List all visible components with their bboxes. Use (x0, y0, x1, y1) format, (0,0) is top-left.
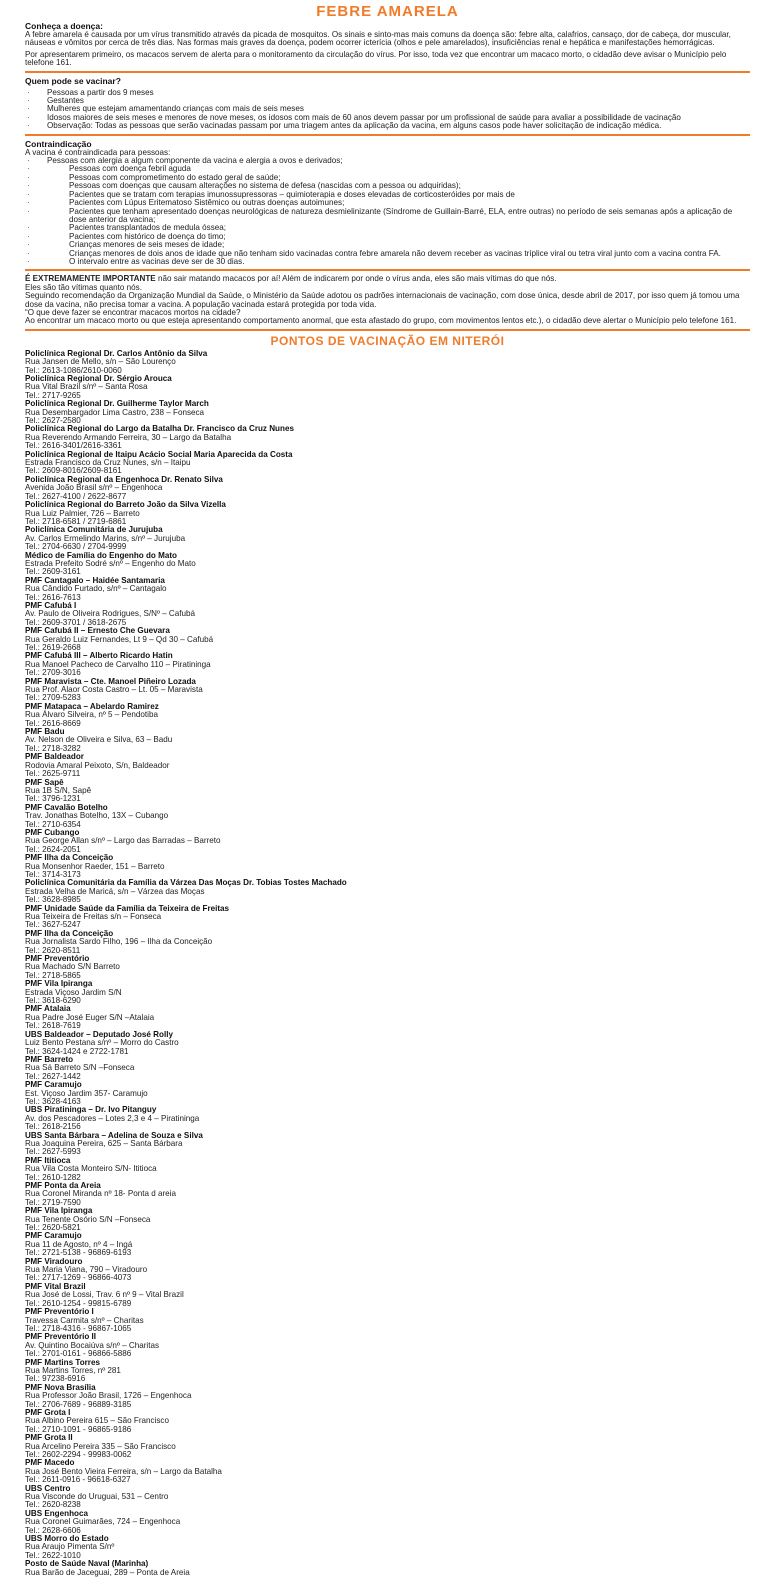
vaccination-point-name: Policlínica Regional Dr. Guilherme Taylor March (25, 399, 209, 409)
vaccination-point (25, 350, 750, 375)
vaccination-point-name: Policlínica Comunitária de Jurujuba (25, 525, 163, 535)
vaccination-point (25, 526, 750, 551)
vaccination-point-detail: Tel.: 2719-7590 (25, 1197, 81, 1207)
locations-list (25, 350, 750, 1577)
who-section (25, 77, 750, 131)
vaccination-point (25, 753, 750, 778)
vaccination-point (25, 829, 750, 854)
vaccination-point-name: PMF Vila Ipiranga (25, 1206, 93, 1216)
vaccination-point-detail: Tel.: 3627-5247 (25, 920, 81, 930)
contra-lead: A vacina é contraindicada para pessoas: (25, 147, 171, 157)
important-paragraph: Ao encontrar um macaco morto ou que esteja apresentando comportamento anormal, que esta afastado do grupo, com movimentos lentos etc.), o cidadão deve alertar o Município pelo telefone 161. (25, 316, 737, 326)
contra-list (25, 157, 750, 266)
vaccination-point-detail: Tel.: 2718-5865 (25, 970, 81, 980)
contra-item: · O intervalo entre as vacinas deve ser de 30 dias. (25, 258, 750, 266)
vaccination-point (25, 400, 750, 425)
vaccination-point-detail: Tel.: 3628-8985 (25, 895, 81, 905)
vaccination-point (25, 1258, 750, 1283)
contra-item: · Pacientes com Lúpus Eritematoso Sistêmico ou outras doenças autoimunes; (25, 199, 750, 207)
vaccination-point (25, 1056, 750, 1081)
vaccination-point-name: PMF Cubango (25, 827, 80, 837)
vaccination-point-name: PMF Martins Torres (25, 1357, 100, 1367)
vaccination-point-detail: Rua Machado S/N Barreto (25, 962, 120, 972)
vaccination-point-detail: Tel.: 2609-8016/2609-8161 (25, 466, 122, 476)
vaccination-point-name: PMF Ponta da Areia (25, 1181, 101, 1190)
vaccination-point-detail: Tel.: 2618-7619 (25, 1021, 81, 1031)
vaccination-point-detail: Tel.: 2620-5821 (25, 1223, 81, 1233)
vaccination-point (25, 1359, 750, 1384)
contra-item: · Pessoas com doença febril aguda (25, 165, 750, 173)
vaccination-point-name: PMF Atalaia (25, 1004, 71, 1014)
important-paragraph: Eles são tão vítimas quanto nós. (25, 282, 142, 292)
vaccination-point-detail: Tel.: 2704-6630 / 2704-9999 (25, 542, 127, 552)
vaccination-point-detail: Rua Martins Torres, nº 281 (25, 1365, 121, 1375)
vaccination-point-name: PMF Badu (25, 727, 65, 737)
vaccination-point-detail: Rua Sá Barreto S/N –Fonseca (25, 1063, 135, 1073)
vaccination-point-name: PMF Ititioca (25, 1155, 71, 1165)
vaccination-point-detail: Tel.: 2721-5138 - 96869-6193 (25, 1248, 132, 1258)
vaccination-point (25, 779, 750, 804)
vaccination-point-detail: Av. Quintino Bocaiúva s/nº – Charitas (25, 1340, 160, 1350)
vaccination-point-detail: Tel.: 2718-6581 / 2719-6861 (25, 516, 127, 526)
contra-item: · Pessoas com doenças que causam alterações no sistema de defesa (nascidas com a pessoa ou adquiridas); (25, 182, 750, 190)
vaccination-point-name: PMF Grota II (25, 1433, 73, 1443)
vaccination-point (25, 627, 750, 652)
vaccination-point-name: PMF Unidade Saúde da Família da Teixeira de Freitas (25, 903, 230, 913)
vaccination-point-detail: Rodovia Amaral Peixoto, S/n, Baldeador (25, 760, 170, 770)
vaccination-point-detail: Rua Teixeira de Freitas s/n – Fonseca (25, 912, 162, 921)
vaccination-point-name: UBS Piratininga – Dr. Ivo Pitanguy (25, 1105, 157, 1115)
vaccination-point-detail: Tel.: 2609-3161 (25, 567, 81, 577)
vaccination-point-detail: Luiz Bento Pestana s/nº – Morro do Castro (25, 1038, 179, 1048)
vaccination-point (25, 1232, 750, 1257)
section-divider (25, 269, 750, 271)
vaccination-point-detail: Tel.: 2619-2668 (25, 643, 81, 652)
vaccination-point-detail: Rua Arcelino Pereira 335 – São Francisco (25, 1441, 176, 1451)
who-item: · Idosos maiores de seis meses e menores de nove meses, os idosos com mais de 60 anos devem passar por um profissional de saúde para avaliar a possibilidade de vacinação (25, 114, 750, 122)
vaccination-point-detail: Trav. Jonathas Botelho, 13X – Cubango (25, 811, 169, 821)
contra-item: · Pessoas com alergia a algum componente da vacina e alergia a ovos e derivados; (25, 157, 750, 165)
vaccination-point-name: PMF Ilha da Conceição (25, 853, 114, 863)
vaccination-point (25, 1157, 750, 1182)
vaccination-point-detail: Tel.: 2609-3701 / 3618-2675 (25, 617, 127, 627)
vaccination-point (25, 1031, 750, 1056)
vaccination-point-detail: Rua Barão de Jaceguai, 289 – Ponta de Areia (25, 1567, 190, 1577)
vaccination-point (25, 1106, 750, 1131)
vaccination-point-name: Policlínica Regional da Engenhoca Dr. Renato Silva (25, 474, 223, 484)
important-paragraph: Seguindo recomendação da Organização Mundial da Saúde, o Ministério da Saúde adotou os padrões internacionais de vacinação, com dose única, desde abril de 2017, por isso quem já tomou uma dose da vacina, não precisa tomar a vacina. A população vacinada estará protegida por toda vida. (25, 291, 740, 309)
vaccination-point-detail: Rua Monsenhor Raeder, 151 – Barreto (25, 861, 165, 871)
vaccination-point-detail: Rua Araujo Pimenta S/nº (25, 1542, 115, 1552)
vaccination-point-detail: Tel.: 2622-1010 (25, 1550, 81, 1560)
vaccination-point-detail: Estrada Viçoso Jardim S/N (25, 987, 122, 997)
vaccination-point-detail: Rua Vila Costa Monteiro S/N- Ititioca (25, 1164, 157, 1174)
important-section (25, 275, 750, 325)
vaccination-point-detail: Tel.: 2610-1254 - 99815-6789 (25, 1298, 132, 1308)
who-item: · Gestantes (25, 97, 750, 105)
vaccination-point (25, 1308, 750, 1333)
vaccination-point-detail: Estrada Prefeito Sodré s/nº – Engenho do Mato (25, 558, 196, 568)
vaccination-point-detail: Tel.: 3624-1424 e 2722-1781 (25, 1046, 129, 1056)
vaccination-point-name: PMF Cantagalo – Haidée Santamaria (25, 575, 165, 585)
vaccination-point (25, 905, 750, 930)
vaccination-point-name: PMF Cafubá II – Ernesto Che Guevara (25, 626, 170, 636)
vaccination-point-detail: Tel.: 2710-1091 - 96865-9186 (25, 1424, 132, 1434)
vaccination-point (25, 1560, 750, 1577)
vaccination-point-detail: Tel.: 2709-3016 (25, 668, 81, 678)
vaccination-point-detail: Tel.: 2706-7689 - 96889-3185 (25, 1399, 132, 1409)
vaccination-point-detail: Tel.: 2620-8511 (25, 945, 81, 955)
vaccination-point-detail: Rua José de Lossi, Trav. 6 nº 9 – Vital Brazil (25, 1290, 184, 1300)
vaccination-point-name: Policlínica Regional Dr. Sérgio Arouca (25, 374, 172, 383)
vaccination-point (25, 1182, 750, 1207)
vaccination-point-detail: Tel.: 2627-5993 (25, 1147, 81, 1157)
vaccination-point-name: PMF Vila Ipiranga (25, 979, 93, 989)
vaccination-point-detail: Tel.: 2602-2294 - 99983-0062 (25, 1450, 132, 1459)
vaccination-point-detail: Tel.: 2625-9711 (25, 769, 81, 779)
vaccination-point-detail: Tel.: 2627-4100 / 2622-8677 (25, 491, 127, 501)
vaccination-point-detail: Rua Coronel Guimarães, 724 – Engenhoca (25, 1517, 181, 1527)
vaccination-point-name: Posto de Saúde Naval (Marinha) (25, 1559, 149, 1569)
vaccination-point-name: PMF Sapê (25, 777, 64, 787)
vaccination-point-detail: Av. Paulo de Oliveira Rodrigues, S/Nº – Cafubá (25, 609, 196, 619)
vaccination-point-detail: Estrada Velha de Maricá, s/n – Várzea das Moças (25, 886, 205, 896)
vaccination-point (25, 1132, 750, 1157)
vaccination-point-detail: Avenida João Brasil s/nº – Engenhoca (25, 483, 163, 493)
vaccination-point (25, 652, 750, 677)
vaccination-point-detail: Rua Maria Viana, 790 – Viradouro (25, 1265, 148, 1275)
who-heading: Quem pode se vacinar? (25, 75, 121, 86)
vaccination-point-name: PMF Grota I (25, 1407, 71, 1417)
contra-heading: Contraindicação (25, 138, 92, 149)
vaccination-point-detail: Tel.: 2718-4316 - 96867-1065 (25, 1323, 132, 1333)
vaccination-point-detail: Tel.: 3628-4163 (25, 1096, 81, 1106)
vaccination-point-detail: Tel.: 3618-6290 (25, 996, 81, 1006)
vaccination-point-detail: Rua Jornalista Sardo Filho, 196 – Ilha da Conceição (25, 937, 213, 947)
vaccination-point-detail: Rua Cândido Furtado, s/nº – Cantagalo (25, 584, 167, 594)
page-title: FEBRE AMARELA (316, 3, 459, 20)
vaccination-point-name: PMF Cafubá III – Alberto Ricardo Hatin (25, 651, 173, 661)
vaccination-point (25, 375, 750, 400)
vaccination-point (25, 501, 750, 526)
vaccination-point-detail: Est. Viçoso Jardim 357- Caramujo (25, 1088, 148, 1098)
vaccination-point-detail: Travessa Carmita s/nº – Charitas (25, 1315, 144, 1325)
vaccination-point (25, 804, 750, 829)
vaccination-points-title: PONTOS DE VACINAÇÃO EM NITERÓI (270, 333, 505, 348)
section-divider (25, 329, 750, 331)
vaccination-point-detail: Tel.: 2620-8238 (25, 1500, 81, 1510)
vaccination-point-name: UBS Engenhoca (25, 1508, 88, 1518)
vaccination-point-detail: Rua Jansen de Mello, s/n – São Lourenço (25, 357, 176, 367)
vaccination-point-detail: Rua Desembargador Lima Castro, 238 – Fonseca (25, 407, 205, 417)
vaccination-point (25, 955, 750, 980)
vaccination-point-detail: Tel.: 2717-1269 - 96866-4073 (25, 1273, 132, 1283)
vaccination-point-detail: Rua Vital Brazil s/nº – Santa Rosa (25, 382, 148, 392)
who-item: · Mulheres que estejam amamentando crianças com mais de seis meses (25, 105, 750, 113)
contra-item: · Crianças menores de dois anos de idade que não tenham sido vacinadas contra febre amarela não devem receber as vacinas tríplice viral ou tetra viral junto com a vacina contra FA. (25, 250, 750, 258)
vaccination-point-name: PMF Matapaca – Abelardo Ramirez (25, 701, 159, 711)
vaccination-point-name: Policlínica Regional de Itaipu Acácio Social Maria Aparecida da Costa (25, 449, 293, 459)
vaccination-point-detail: Rua 11 de Agosto, nº 4 – Ingá (25, 1239, 133, 1249)
vaccination-point-detail: Tel.: 2627-1442 (25, 1071, 81, 1081)
vaccination-point-name: PMF Baldeador (25, 752, 84, 762)
vaccination-point-detail: Av. Carlos Ermelindo Marins, s/nº – Jurujuba (25, 533, 186, 543)
vaccination-point (25, 1283, 750, 1308)
vaccination-point-name: PMF Nova Brasília (25, 1382, 96, 1392)
vaccination-point-detail: Rua Professor João Brasil, 1726 – Engenhoca (25, 1391, 192, 1401)
vaccination-point-detail: Tel.: 2611-0916 - 96618-6327 (25, 1475, 131, 1485)
vaccination-point-detail: Rua Reverendo Armando Ferreira, 30 – Largo da Batalha (25, 432, 232, 442)
vaccination-point-detail: Rua Coronel Miranda nº 18- Ponta d areia (25, 1189, 176, 1199)
intro-paragraph: Por apresentarem primeiro, os macacos servem de alerta para o monitoramento da circulação do vírus. Por isso, toda vez que encontrar um macaco morto, o cidadão deve avisar o Município pelo telefone 161. (25, 49, 727, 68)
vaccination-point-name: PMF Preventório I (25, 1307, 94, 1317)
vaccination-point-detail: Tel.: 2613-1086/2610-0060 (25, 365, 122, 375)
vaccination-point-detail: Tel.: 97238-6916 (25, 1374, 86, 1384)
contra-item: · Crianças menores de seis meses de idade; (25, 241, 750, 249)
vaccination-point-name: PMF Preventório II (25, 1332, 97, 1342)
vaccination-point-detail: Rua Álvaro Silveira, nº 5 – Pendotiba (25, 710, 158, 720)
vaccination-point-detail: Tel.: 2624-2051 (25, 844, 81, 854)
vaccination-point-detail: Rua Luiz Palmier, 726 – Barreto (25, 508, 140, 518)
vaccination-point-detail: Av. dos Pescadores – Lotes 2,3 e 4 – Piratininga (25, 1113, 200, 1123)
vaccination-point-name: PMF Preventório (25, 954, 90, 964)
vaccination-point-detail: Tel.: 2616-8669 (25, 718, 81, 728)
vaccination-point (25, 602, 750, 627)
vaccination-point-name: PMF Cavalão Botelho (25, 802, 108, 812)
vaccination-point (25, 854, 750, 879)
vaccination-point-name: UBS Baldeador – Deputado José Rolly (25, 1029, 173, 1039)
vaccination-point-detail: Rua 1B S/N, Sapê (25, 785, 92, 795)
vaccination-point-detail: Tel.: 3714-3173 (25, 869, 81, 879)
vaccination-point (25, 1485, 750, 1510)
vaccination-point (25, 1384, 750, 1409)
vaccination-point (25, 980, 750, 1005)
vaccination-point-detail: Tel.: 2618-2156 (25, 1122, 81, 1132)
vaccination-point-name: PMF Viradouro (25, 1256, 83, 1266)
vaccination-point-detail: Rua Geraldo Luiz Fernandes, Lt 9 – Qd 30 – Cafubá (25, 634, 214, 644)
contra-item: · Pessoas com comprometimento do estado geral de saúde; (25, 174, 750, 182)
section-divider (25, 71, 750, 73)
vaccination-point (25, 1510, 750, 1535)
vaccination-point-name: Médico de Família do Engenho do Mato (25, 550, 177, 560)
vaccination-point (25, 678, 750, 703)
vaccination-point-detail: Tel.: 2710-6354 (25, 819, 81, 829)
vaccination-point-detail: Rua Padre José Euger S/N –Atalaia (25, 1012, 155, 1022)
vaccination-point-name: PMF Caramujo (25, 1080, 82, 1090)
vaccination-point-detail: Rua Prof. Alaor Costa Castro – Lt. 05 – Maravista (25, 685, 203, 695)
vaccination-point (25, 476, 750, 501)
vaccination-point-name: UBS Morro do Estado (25, 1534, 109, 1544)
vaccination-point-detail: Tel.: 2616-3401/2616-3361 (25, 441, 122, 451)
vaccination-point-name: Policlínica Regional do Largo da Batalha Dr. Francisco da Cruz Nunes (25, 424, 294, 434)
important-lead: É EXTREMAMENTE IMPORTANTE (25, 274, 156, 284)
vaccination-point-name: UBS Centro (25, 1483, 71, 1493)
vaccination-point-detail: Tel.: 2627-2580 (25, 416, 81, 426)
who-list (25, 89, 750, 131)
vaccination-point-detail: Rua Albino Pereira 615 – São Francisco (25, 1416, 169, 1426)
contra-item: · Pacientes com histórico de doença do timo; (25, 233, 750, 241)
vaccination-point-detail: Rua Tenente Osório S/N –Fonseca (25, 1214, 151, 1224)
vaccination-point (25, 451, 750, 476)
vaccination-point-detail: Tel.: 2717-9265 (25, 390, 81, 400)
vaccination-point-name: PMF Caramujo (25, 1231, 82, 1241)
important-text: não sair matando macacos por aí! Além de indicarem por onde o vírus anda, eles são mais vítimas do que nós. (155, 274, 557, 284)
section-divider (25, 134, 750, 136)
vaccination-point-name: PMF Barreto (25, 1054, 74, 1064)
vaccination-point-name: PMF Macedo (25, 1458, 75, 1468)
vaccination-point-name: PMF Maravista – Cte. Manoel Piñeiro Lozada (25, 676, 196, 686)
vaccination-point (25, 1535, 750, 1560)
vaccination-point-detail: Tel.: 3796-1231 (25, 794, 81, 804)
vaccination-point-detail: Rua Manoel Pacheco de Carvalho 110 – Piratininga (25, 659, 211, 669)
vaccination-point (25, 1459, 750, 1484)
intro-heading: Conheça a doença: (25, 21, 103, 31)
vaccination-point-name: PMF Vital Brazil (25, 1281, 86, 1291)
who-item: · Observação: Todas as pessoas que serão vacinadas passam por uma triagem antes da aplicação da vacina, em alguns casos pode haver solicitação de indicação médica. (25, 122, 750, 130)
vaccination-point (25, 577, 750, 602)
vaccination-point-detail: Rua George Allan s/nº – Largo das Barradas – Barreto (25, 836, 221, 846)
contra-section (25, 140, 750, 267)
vaccination-point (25, 552, 750, 577)
important-paragraph: “O que deve fazer se encontrar macacos mortos na cidade? (25, 307, 241, 317)
vaccination-point-detail: Tel.: 2628-6606 (25, 1525, 81, 1535)
contra-item: · Pacientes que se tratam com terapias imunossupressoras – quimioterapia e doses elevadas de corticosteróides por mais de (25, 191, 750, 199)
contra-item: · Pacientes transplantados de medula óssea; (25, 224, 750, 232)
vaccination-point (25, 1005, 750, 1030)
vaccination-point-name: PMF Cafubá I (25, 600, 77, 610)
vaccination-point (25, 1081, 750, 1106)
vaccination-point-name: PMF Ilha da Conceição (25, 928, 114, 938)
intro-section (25, 22, 750, 68)
vaccination-point (25, 728, 750, 753)
vaccination-point (25, 879, 750, 904)
vaccination-point-name: Policlínica Regional Dr. Carlos Antônio da Silva (25, 348, 208, 358)
who-item: · Pessoas a partir dos 9 meses (25, 89, 750, 97)
vaccination-point-detail: Rua Visconde do Uruguai, 531 – Centro (25, 1492, 169, 1502)
vaccination-point-name: Policlínica Comunitária da Família da Várzea Das Moças Dr. Tobias Tostes Machado (25, 878, 347, 888)
vaccination-point-detail: Tel.: 2718-3282 (25, 743, 81, 753)
vaccination-point (25, 1333, 750, 1358)
vaccination-point-detail: Rua José Bento Vieira Ferreira, s/n – Largo da Batalha (25, 1466, 222, 1476)
vaccination-point-detail: Tel.: 2709-5283 (25, 693, 81, 703)
vaccination-point (25, 425, 750, 450)
vaccination-point-name: Policlínica Regional do Barreto João da Silva Vizella (25, 500, 226, 510)
vaccination-point-detail: Tel.: 2616-7613 (25, 592, 81, 602)
vaccination-point (25, 703, 750, 728)
vaccination-point-detail: Tel.: 2701-0161 - 96866-5886 (25, 1349, 132, 1359)
vaccination-point-detail: Rua Joaquina Pereira, 625 – Santa Bárbara (25, 1138, 183, 1148)
vaccination-point-detail: Av. Nelson de Oliveira e Silva, 63 – Badu (25, 735, 173, 745)
vaccination-point-name: UBS Santa Bárbara – Adelina de Souza e Silva (25, 1130, 203, 1140)
contra-item: · Pacientes que tenham apresentado doenças neurológicas de natureza desmielinizante (Síndrome de Guillain-Barré, ELA, entre outras) no período de seis semanas após a aplicação de dose anterior da vacina; (25, 208, 750, 225)
vaccination-point (25, 1409, 750, 1434)
vaccination-point-detail: Estrada Francisco da Cruz Nunes, s/n – Itaipu (25, 458, 191, 468)
intro-paragraph: A febre amarela é causada por um vírus transmitido através da picada de mosquitos. Os sinais e sinto-mas mais comuns da doença são: febre alta, calafrios, cansaço, dor de cabeça, dor muscular, náuseas e vômitos por cerca de três dias. Nas formas mais graves da doença, podem ocorrer icterícia (olhos e pele amarelados), insuficiências renal e hepática e manifestações hemorrágicas. (25, 30, 731, 48)
vaccination-point-detail: Tel.: 2610-1282 (25, 1172, 81, 1182)
vaccination-point (25, 1434, 750, 1459)
vaccination-point (25, 930, 750, 955)
vaccination-point (25, 1207, 750, 1232)
